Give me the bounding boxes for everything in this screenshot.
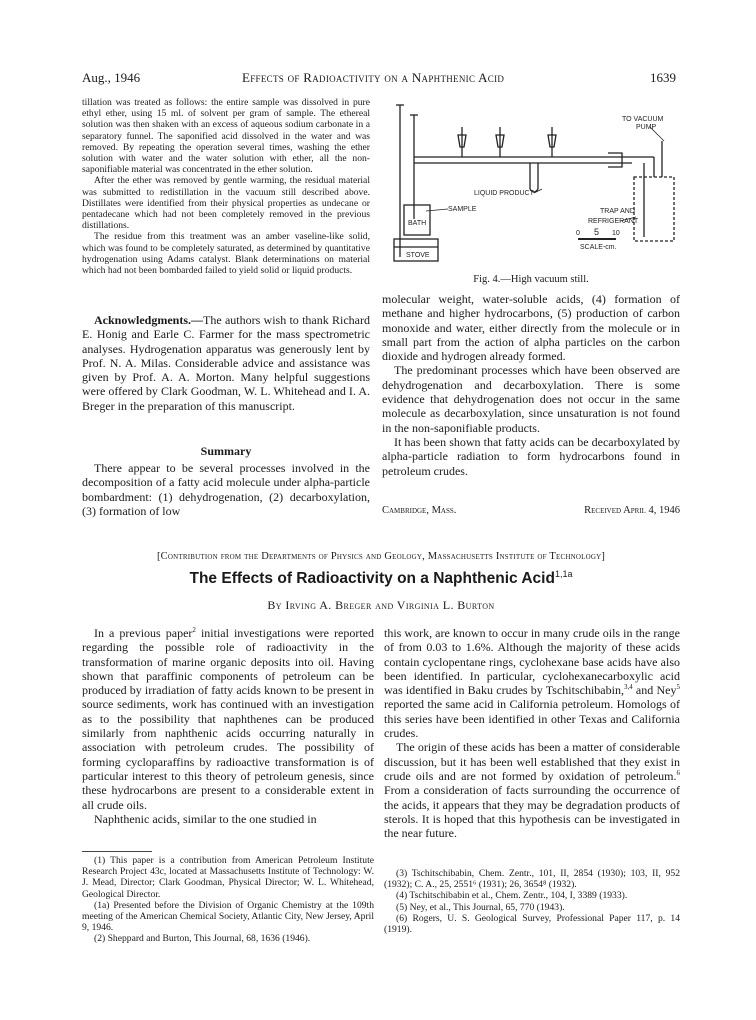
text-run: initial investigations were reported regarding the possible role of radioactivity in the transformation of marine organic deposits into oil. Having shown that paraffinic components of petroleum can be produced by irradiation of fatty acids known to be present in source sediments, work has continued with an investigation as to the possibility that naphthenes can be produced similarly from naphthenic acids occurring naturally in association with petroleum crudes. The possibility of forming cycloparaffins by radioactive transformation is of particular interest to this theory of petroleum genesis, since these hydrocarbons are present to a considerable extent in all crude oils. [82,626,375,812]
page-number: 1639 [650,70,676,85]
footnote: (3) Tschitschibabin, Chem. Zentr., 101, II, 2854 (1930); 103, II, 952 (1932); C. A., 25, 2551⁶ (1931); 26, 3654⁸ (1932). [384,868,680,891]
footnotes-left [82,851,374,945]
acknowledgments-text: The authors wish to thank Richard E. Honig and Earle C. Farmer for the mass spectrometric analyses. Hydrogenation apparatus was generously lent by Prof. N. A. Milas. Considerable advice and assistance was given by Prof. A. A. Morton. Many helpful suggestions were offered by Clark Goodman, W. L. Whitehead and I. A. Breger in the preparation of this manuscript. [82,313,370,413]
footnote: (6) Rogers, U. S. Geological Survey, Professional Paper 117, p. 14 (1919). [384,912,680,936]
label-sample: SAMPLE [448,206,477,213]
text-run: and Ney [632,683,677,698]
footnote-ref: 2 [192,626,196,634]
article-title [82,570,680,588]
previous-article-experimental-text [82,97,370,276]
text-run: From a consideration of facts surrounding the occurrence of the acids, it appears that they may be degradation products of sterols. It is hoped that this hypothesis can be investigated in the near future. [384,783,680,841]
figure-caption: Fig. 4.—High vacuum still. [473,274,589,285]
text-run: this work, are known to occur in many crude oils in the range of from 0.03 to 1.6%. Although the majority of these acids contain cyclopentane rings, cyclohexane base acids have also been identified. In particular, cyclohexanecarboxylic acid was identified in Baku crudes by Tschitschibabin, [384,626,680,698]
footnote-rule [82,851,152,852]
acknowledgments-heading: Acknowledgments.— [94,313,204,327]
text-run: In a previous paper [94,626,193,640]
paragraph: molecular weight, water-soluble acids, (4) formation of methane and higher hydrocarbons, (5) production of carbon monoxide and water, either directly from the molecule or in small part from the action of alpha particles on the carbon dioxide and hydrogen already formed. [382,292,680,364]
place: Cambridge, Mass. [382,505,457,516]
received-date: Received April 4, 1946 [584,505,680,516]
footnote-ref: 3,4 [623,683,633,692]
paragraph: The predominant processes which have been observed are dehydrogenation and decarboxylation. There is some evidence that dehydrogenation does not occur in the same molecule as decarboxylation, since unsaturation is not found in the non-saponifiable products. [382,363,680,435]
text-run: reported the same acid in California petroleum. Homologs of this series have been identified in other Texas and California crudes. [384,697,680,741]
scale-tick-5: 5 [594,227,600,237]
summary-section [82,461,370,518]
footnote: (4) Tschitschibabin et al., Chem. Zentr., 104, I, 3389 (1933). [396,890,628,902]
paragraph: tillation was treated as follows: the entire sample was dissolved in pure ethyl ether, using 15 ml. of solvent per gram of sample. The ethereal solution was then shaken with an excess of aqueous sodium carbonate in a separatory funnel. The saponified acid dissolved in the water and was removed. By repeating the operation several times, washing the ether solution with water and the water solution with ether, all the non-saponifiable material was concentrated in the ether solution. [82,97,370,176]
label-scale: SCALE-cm. [580,244,617,251]
paragraph: The residue from this treatment was an amber vaseline-like solid, which was found to be completely saturated, as determined by quantitative hydrogenation using Adams catalyst. Blank determinations on material which had not been bombarded failed to yield solid or liquid products. [82,231,370,277]
paragraph: It has been shown that fatty acids can be decarboxylated by alpha-particle radiation to form hydrocarbons found in petroleum crudes. [382,434,680,478]
article-column-left [82,626,374,826]
contribution-line: [Contribution from the Departments of Physics and Geology, Massachusetts Institute of Technology] [156,551,606,562]
label-to-vacuum: TO VACUUM [622,116,664,123]
footnotes-right [384,868,680,935]
article-column-right [384,626,680,840]
label-bath: BATH [408,220,427,227]
summary-continuation [382,292,680,478]
label-stove: STOVE [406,252,430,259]
paragraph: After the ether was removed by gentle warming, the residual material was submitted to redistillation in the vacuum still described above. Distillates were identified from their physical properties as undecane or pentadecane which had not been completely removed in the previous distillations. [82,175,370,232]
paragraph: Naphthenic acids, similar to the one studied in [94,811,317,826]
issue-date: Aug., 1946 [82,70,141,85]
summary-heading: Summary [200,444,252,458]
footnote-ref: 5 [676,683,680,692]
running-title: Effects of Radioactivity on a Naphthenic Acid [242,70,505,85]
label-trap-and: TRAP AND [600,208,635,215]
label-pump: PUMP [636,124,657,131]
dateline [382,505,680,516]
acknowledgments-section [82,313,370,413]
footnote: (1a) Presented before the Division of Organic Chemistry at the 109th meeting of the American Chemical Society, Atlantic City, New Jersey, April 9, 1946. [82,899,374,934]
footnote: (1) This paper is a contribution from American Petroleum Institute Research Project 43c, located at Massachusetts Institute of Technology: W. J. Mead, Director; Clark Goodman, Physical Director; W. L. Whitehead, Geological Director. [82,855,374,900]
vacuum-still-figure [382,97,680,272]
summary-text: There appear to be several processes involved in the decomposition of a fatty acid molecule under alpha-particle bombardment: (1) dehydrogenation, (2) decarboxylation, (3) formation of low [82,461,370,518]
label-liquid-product: LIQUID PRODUCT [474,190,534,197]
scale-tick-10: 10 [612,230,620,237]
title-footnote-marks: 1,1a [554,568,573,579]
title-text: The Effects of Radioactivity on a Naphthenic Acid [189,570,555,587]
byline: By Irving A. Breger and Virginia L. Burton [267,598,495,612]
label-refrigerant: REFRIGERANT [588,218,639,225]
footnote: (2) Sheppard and Burton, This Journal, 68, 1636 (1946). [94,933,311,945]
footnote: (5) Ney, et al., This Journal, 65, 770 (1943). [396,901,565,913]
text-run: The origin of these acids has been a matter of considerable discussion, but it has been well established that they exist in crude oils and are not formed by oxidation of petroleum. [384,740,680,783]
running-header [82,70,676,90]
vacuum-still-diagram [382,97,680,272]
footnote-ref: 6 [676,768,680,777]
scale-tick-0: 0 [576,230,580,237]
